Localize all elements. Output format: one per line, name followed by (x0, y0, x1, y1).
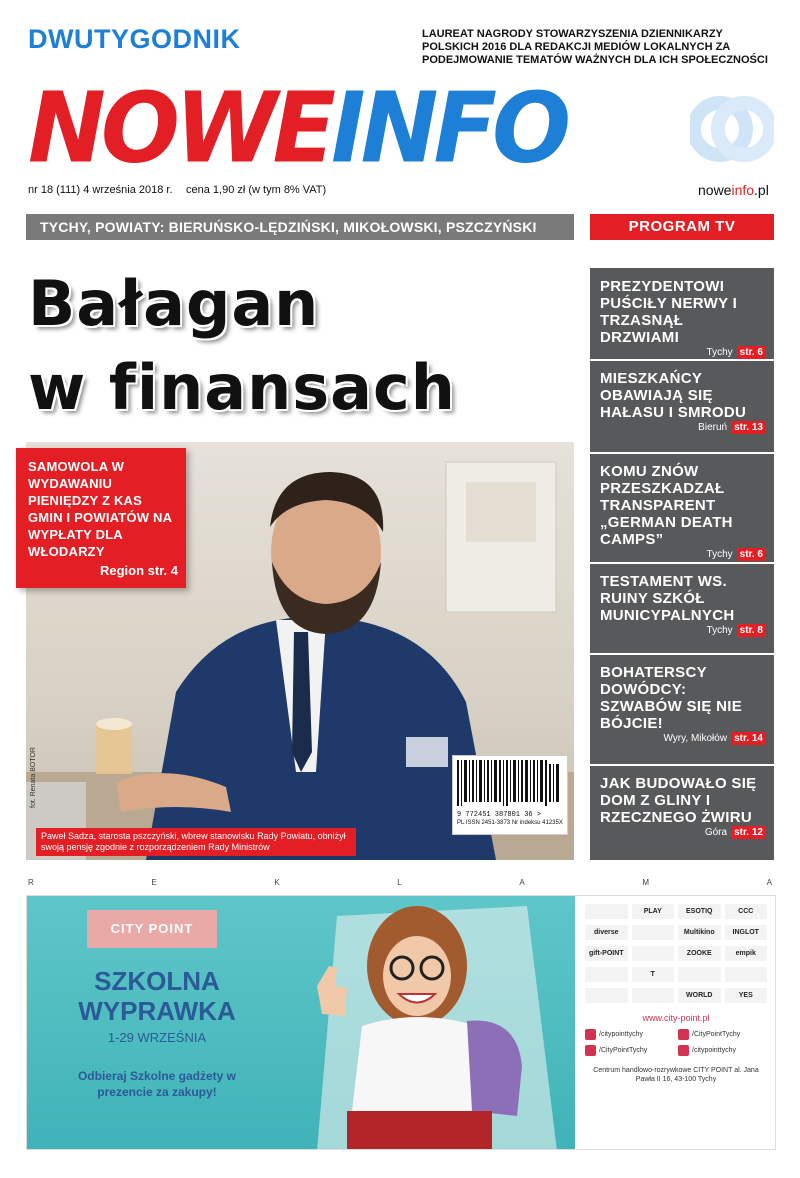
brand-logo (585, 904, 628, 919)
program-tv-button[interactable]: PROGRAM TV (590, 214, 774, 240)
teaser-place: Tychy (706, 549, 733, 560)
advert-promo: Odbieraj Szkolne gadżety w prezencie za zakupy! (77, 1069, 237, 1099)
teaser-place: Tychy (706, 625, 733, 636)
logo-red-part: NOWE (28, 71, 332, 185)
teaser-place: Wyry, Mikołów (663, 733, 728, 744)
photo-credit: fot. Renata BOTOR (30, 747, 37, 808)
brand-logo (585, 988, 628, 1003)
barcode-number (457, 811, 563, 819)
issue-number: nr 18 (111) 4 września 2018 r. (28, 184, 173, 196)
brand-logo: YES (725, 988, 768, 1003)
main-headline[interactable] (28, 262, 588, 430)
brand-logo: ESOTIQ (678, 904, 721, 919)
logo-rings-icon (690, 87, 774, 171)
brand-logo: INGLOT (725, 925, 768, 940)
brand-logo: ZOOKE (678, 946, 721, 961)
advert-letter: K (274, 878, 280, 887)
advert-letter: M (642, 878, 649, 887)
issn-line: PL ISSN 2451-3873 Nr indeksu 41235X (457, 820, 563, 826)
social-links (585, 1029, 767, 1056)
social-handle: /CityPointTychy (599, 1047, 648, 1054)
teaser-page: str. 8 (737, 624, 766, 637)
website-link[interactable] (698, 182, 769, 198)
advert-dates: 1-29 WRZEŚNIA (107, 1030, 207, 1045)
teaser-meta (600, 347, 766, 358)
advert-address: Centrum handlowo-rozrywkowe CITY POINT al. Jana Pawła II 16, 43-100 Tychy (593, 1067, 759, 1083)
teaser-item[interactable] (590, 573, 774, 636)
teaser-meta (600, 422, 766, 433)
teaser-place: Bieruń (698, 422, 728, 433)
teaser-meta (600, 733, 766, 744)
issue-price: cena 1,90 zł (w tym 8% VAT) (186, 184, 327, 196)
teaser-title: TESTAMENT WS. RUINY SZKÓŁ MUNICYPALNYCH (600, 573, 735, 624)
advert-artwork (27, 896, 575, 1150)
advert-letter: A (519, 878, 525, 887)
teaser-title: PREZYDENTOWI PUŚCIŁY NERWY I TRZASNĄŁ DRZWIAMI (600, 278, 738, 346)
brand-logo: PLAY (632, 904, 675, 919)
teaser-divider (590, 764, 774, 766)
advert-letter: A (766, 878, 772, 887)
teaser-title: BOHATERSCY DOWÓDCY: SZWABÓW SIĘ NIE BÓJCIE! (600, 664, 743, 732)
advert-label (28, 878, 772, 887)
social-link[interactable] (678, 1045, 767, 1056)
facebook-icon (585, 1045, 596, 1056)
website-part-a: nowe (698, 182, 732, 198)
teaser-title: JAK BUDOWAŁO SIĘ DOM Z GLINY I RZECZNEGO ŻWIRU (600, 775, 757, 826)
award-note: LAUREAT NAGRODY STOWARZYSZENIA DZIENNIKARZY POLSKICH 2016 DLA REDAKCJI MEDIÓW LOKALNYCH ZA PODEJMOWANIE TEMATÓW WAŻNYCH DLA ICH SPOŁECZNOŚCI (422, 28, 768, 66)
city-point-advert[interactable] (26, 895, 776, 1150)
teaser-divider (590, 452, 774, 454)
logo-blue-part: INFO (331, 71, 567, 185)
advert-letter: R (28, 878, 34, 887)
instagram-icon (585, 1029, 596, 1040)
teaser-place: Góra (704, 827, 728, 838)
publication-frequency: DWUTYGODNIK (28, 24, 241, 54)
brand-logo (585, 967, 628, 982)
lead-callout[interactable] (16, 448, 186, 588)
teaser-page: str. 6 (737, 346, 766, 359)
teaser-item[interactable] (590, 664, 774, 744)
twitter-icon (678, 1045, 689, 1056)
teaser-place: Tychy (706, 347, 733, 358)
teaser-page: str. 14 (731, 732, 766, 745)
social-handle: /citypointtychy (599, 1031, 643, 1038)
brand-logo (678, 967, 721, 982)
barcode-digits: 9 772451 387801 (457, 811, 521, 819)
website-part-b: info (731, 182, 755, 198)
teaser-divider (590, 562, 774, 564)
social-link[interactable] (678, 1029, 767, 1040)
brand-logo (632, 946, 675, 961)
advert-brands-panel (575, 896, 776, 1150)
brand-logo (632, 988, 675, 1003)
advert-letter: E (151, 878, 157, 887)
advert-letter: L (397, 878, 402, 887)
photo-caption: Paweł Sadza, starosta pszczyński, wbrew stanowisku Rady Powiatu, obniżył swoją pensję zgodnie z rozporządzeniem Rady Ministrów (36, 828, 356, 856)
teaser-divider (590, 359, 774, 361)
teaser-page: str. 6 (737, 548, 766, 561)
advert-logo: CITY POINT (87, 910, 217, 948)
callout-text: SAMOWOLA W WYDAWANIU PIENIĘDZY Z KAS GMIN I POWIATÓW NA WYPŁATY DLA WŁODARZY (28, 459, 172, 559)
brand-logo: Multikino (678, 925, 721, 940)
social-link[interactable] (585, 1029, 674, 1040)
youtube-icon (678, 1029, 689, 1040)
teaser-item[interactable] (590, 463, 774, 560)
brand-logo: CCC (725, 904, 768, 919)
teaser-meta (600, 549, 766, 560)
teaser-title: KOMU ZNÓW PRZESZKADZAŁ TRANSPARENT „GERMAN DEATH CAMPS” (600, 463, 733, 548)
brand-logo: gift-POINT (585, 946, 628, 961)
schoolgirl-illustration (277, 896, 575, 1150)
teaser-item[interactable] (590, 775, 774, 838)
brand-logo: empik (725, 946, 768, 961)
social-handle: /CityPointTychy (692, 1031, 741, 1038)
headline-line-1: Bałagan (28, 267, 320, 340)
sidebar-teasers (590, 268, 774, 860)
teaser-meta (600, 827, 766, 838)
brand-logo: T (632, 967, 675, 982)
teaser-page: str. 12 (731, 826, 766, 839)
teaser-page: str. 13 (731, 421, 766, 434)
callout-page-ref: Region str. 4 (99, 563, 178, 578)
barcode (452, 755, 568, 835)
brand-logo (632, 925, 675, 940)
teaser-item[interactable] (590, 278, 774, 358)
teaser-item[interactable] (590, 370, 774, 433)
brand-logo: diverse (585, 925, 628, 940)
teaser-meta (600, 625, 766, 636)
barcode-addon: 36 > (524, 811, 542, 819)
advert-url[interactable]: www.city-point.pl (642, 1013, 710, 1023)
advert-title: SZKOLNA WYPRAWKA (78, 966, 236, 1026)
social-handle: /citypointtychy (692, 1047, 736, 1054)
headline-line-2: w finansach (28, 351, 456, 424)
teaser-title: MIESZKAŃCY OBAWIAJĄ SIĘ HAŁASU I SMRODU (600, 370, 747, 421)
teaser-divider (590, 653, 774, 655)
barcode-bars-icon (457, 760, 563, 806)
website-part-c: .pl (754, 182, 769, 198)
masthead-logo (28, 71, 567, 185)
brand-grid (585, 904, 767, 1003)
brand-logo (725, 967, 768, 982)
region-bar: TYCHY, POWIATY: BIERUŃSKO-LĘDZIŃSKI, MIKOŁOWSKI, PSZCZYŃSKI (26, 214, 574, 240)
social-link[interactable] (585, 1045, 674, 1056)
brand-logo: WORLD (678, 988, 721, 1003)
